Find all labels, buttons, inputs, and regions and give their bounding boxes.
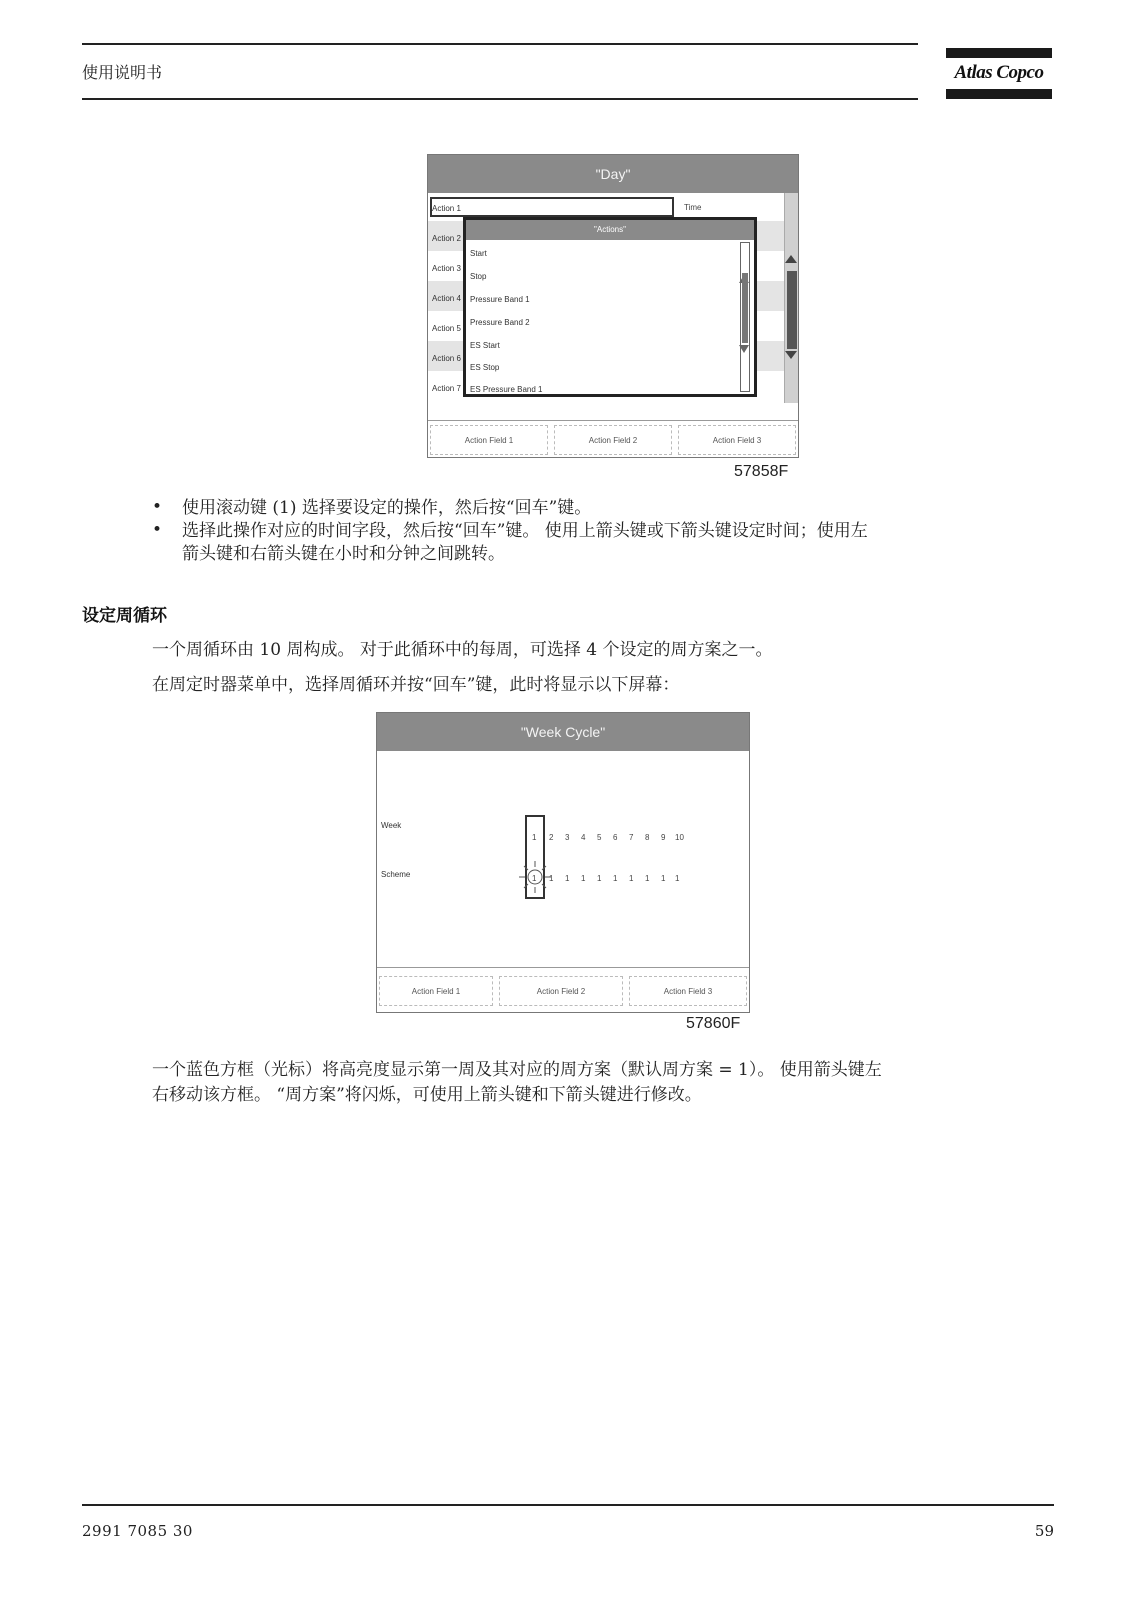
action-row-label[interactable]: Action 3 — [432, 264, 461, 273]
header-top-rule — [82, 43, 918, 45]
week-row-label: Week — [381, 821, 402, 830]
header-bottom-rule — [82, 98, 918, 100]
page-number: 59 — [1034, 1522, 1054, 1540]
week-number[interactable]: 8 — [645, 833, 650, 842]
bullet-dot: • — [152, 497, 163, 517]
scheme-value[interactable]: 1 — [597, 874, 602, 883]
section-paragraph-2: 在周定时器菜单中，选择周循环并按“回车”键，此时将显示以下屏幕： — [152, 675, 680, 695]
action-field-1-button[interactable]: Action Field 1 — [430, 425, 548, 455]
figure-1-id: 57858F — [734, 463, 789, 480]
section-paragraph-1: 一个周循环由 10 周构成。 对于此循环中的每周，可选择 4 个设定的周方案之一。 — [152, 640, 773, 660]
logo-top-bar — [946, 48, 1052, 58]
day-screen — [427, 154, 799, 458]
scheme-value[interactable]: 1 — [675, 874, 680, 883]
figure-2-id: 57860F — [686, 1015, 741, 1032]
scheme-value[interactable]: 1 — [532, 874, 537, 883]
actions-popup-title: "Actions" — [466, 220, 754, 240]
action-row-label[interactable]: Action 1 — [432, 204, 461, 213]
week-number[interactable]: 1 — [532, 833, 537, 842]
action-row-label[interactable]: Action 6 — [432, 354, 461, 363]
action-row-label[interactable]: Action 5 — [432, 324, 461, 333]
scroll-up-arrow-icon[interactable] — [785, 255, 797, 263]
scheme-value[interactable]: 1 — [629, 874, 634, 883]
action-row-label[interactable]: Action 4 — [432, 294, 461, 303]
footer-rule — [82, 1504, 1054, 1506]
day-action-bar — [428, 420, 798, 457]
bullet-dot: • — [152, 520, 163, 540]
week-number[interactable]: 10 — [675, 833, 684, 842]
action-field-1-button[interactable]: Action Field 1 — [379, 976, 493, 1006]
popup-scroll-thumb[interactable] — [742, 273, 748, 343]
week-cycle-screen-title: "Week Cycle" — [377, 713, 749, 751]
scheme-value[interactable]: 1 — [661, 874, 666, 883]
action-field-3-button[interactable]: Action Field 3 — [629, 976, 747, 1006]
action-row-label[interactable]: Action 7 — [432, 384, 461, 393]
week-action-bar — [377, 967, 749, 1012]
scheme-row-label: Scheme — [381, 870, 411, 879]
bullet-text-2: 选择此操作对应的时间字段，然后按“回车”键。 使用上箭头键或下箭头键设定时间；使用左 — [182, 521, 868, 541]
scroll-down-arrow-icon[interactable] — [785, 351, 797, 359]
action-field-3-button[interactable]: Action Field 3 — [678, 425, 796, 455]
week-cycle-screen — [376, 712, 750, 1013]
action-field-2-button[interactable]: Action Field 2 — [554, 425, 672, 455]
action-row-label[interactable]: Action 2 — [432, 234, 461, 243]
action-1-selection-box[interactable] — [430, 197, 674, 217]
document-number: 2991 7085 30 — [82, 1522, 193, 1540]
scheme-value[interactable]: 1 — [581, 874, 586, 883]
logo-bottom-bar — [946, 89, 1052, 99]
time-column-label: Time — [684, 203, 702, 212]
bullet-text-1: 使用滚动键 (1) 选择要设定的操作，然后按“回车”键。 — [182, 498, 592, 518]
day-scrollbar[interactable] — [784, 193, 798, 403]
week-number[interactable]: 3 — [565, 833, 570, 842]
week-number[interactable]: 2 — [549, 833, 554, 842]
popup-item[interactable]: ES Start — [470, 341, 500, 350]
scheme-value[interactable]: 1 — [613, 874, 618, 883]
popup-item[interactable]: Pressure Band 1 — [470, 295, 530, 304]
manual-title: 使用说明书 — [82, 63, 163, 82]
scheme-value[interactable]: 1 — [565, 874, 570, 883]
week-number[interactable]: 6 — [613, 833, 618, 842]
week-number[interactable]: 4 — [581, 833, 586, 842]
closing-line-1: 一个蓝色方框（光标）将高亮度显示第一周及其对应的周方案（默认周方案 = 1）。 使用箭头键左 — [152, 1060, 882, 1080]
popup-scroll-down-icon[interactable] — [739, 345, 749, 353]
popup-item[interactable]: ES Pressure Band 1 — [470, 385, 543, 394]
atlas-copco-logo: Atlas Copco — [954, 62, 1044, 83]
popup-item[interactable]: ES Stop — [470, 363, 500, 372]
day-screen-title: "Day" — [428, 155, 798, 193]
popup-item[interactable]: Start — [470, 249, 487, 258]
week-number[interactable]: 9 — [661, 833, 666, 842]
popup-scrollbar[interactable] — [740, 242, 750, 392]
popup-item[interactable]: Pressure Band 2 — [470, 318, 530, 327]
week-number[interactable]: 7 — [629, 833, 634, 842]
action-field-2-button[interactable]: Action Field 2 — [499, 976, 623, 1006]
actions-popup — [463, 217, 757, 397]
bullet-text-2-cont: 箭头键和右箭头键在小时和分钟之间跳转。 — [182, 544, 505, 564]
scheme-value[interactable]: 1 — [549, 874, 554, 883]
week-number[interactable]: 5 — [597, 833, 602, 842]
closing-line-2: 右移动该方框。 “周方案”将闪烁，可使用上箭头键和下箭头键进行修改。 — [152, 1085, 702, 1105]
popup-item[interactable]: Stop — [470, 272, 487, 281]
scheme-value[interactable]: 1 — [645, 874, 650, 883]
scroll-thumb[interactable] — [787, 271, 797, 349]
section-heading: 设定周循环 — [82, 606, 167, 626]
